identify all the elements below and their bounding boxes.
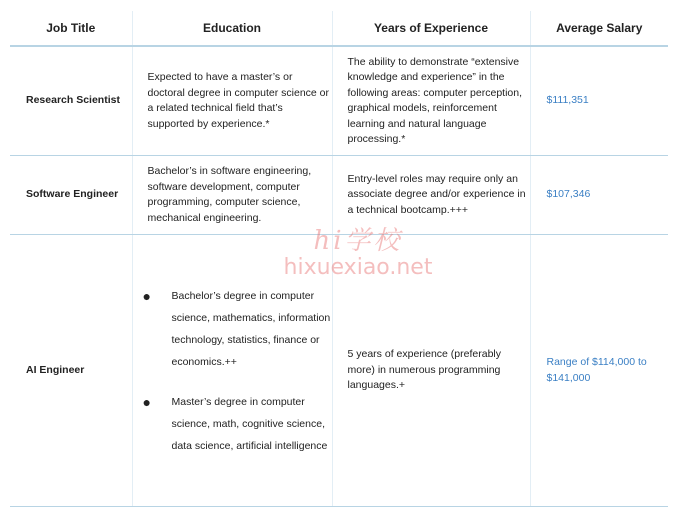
job-title-cell: Research Scientist — [10, 46, 132, 156]
table-row — [10, 46, 668, 156]
experience-cell: The ability to demonstrate “extensive knowledge and experience” in the following areas: computer perception, graphical models, reinforcement learning and natural language processing.* — [332, 46, 530, 156]
experience-cell: 5 years of experience (preferably more) in numerous programming languages.+ — [332, 235, 530, 507]
education-cell: Bachelor’s in software engineering, software development, computer programming, computer science, mechanical engineering. — [132, 156, 332, 235]
bullet-icon: ● — [142, 287, 151, 304]
job-title-cell: Software Engineer — [10, 156, 132, 235]
header-experience: Years of Experience — [332, 11, 530, 46]
education-item-text: Bachelor’s degree in computer science, mathematics, information technology, statistics, finance or economics.++ — [171, 289, 331, 368]
header-education: Education — [132, 11, 332, 46]
job-title-cell: AI Engineer — [10, 235, 132, 507]
list-item — [142, 391, 332, 457]
education-cell: Expected to have a master’s or doctoral degree in computer science or a related technical field that’s supported by experience.* — [132, 46, 332, 156]
header-job-title: Job Title — [10, 11, 132, 46]
education-item-text: Master’s degree in computer science, math, cognitive science, data science, artificial intelligence — [171, 395, 328, 452]
salary-cell: $107,346 — [530, 156, 668, 235]
bullet-icon: ● — [142, 393, 151, 410]
salary-cell: Range of $114,000 to $141,000 — [530, 235, 668, 507]
header-salary: Average Salary — [530, 11, 668, 46]
salary-cell: $111,351 — [530, 46, 668, 156]
watermark-logo-text: hi学校 — [313, 226, 403, 256]
table-row — [10, 156, 668, 235]
education-list — [142, 285, 332, 457]
education-cell — [132, 235, 332, 507]
job-comparison-table — [10, 11, 668, 507]
list-item — [142, 285, 332, 373]
experience-cell: Entry-level roles may require only an associate degree and/or experience in a technical bootcamp.+++ — [332, 156, 530, 235]
watermark-url: hixuexiao.net — [283, 255, 433, 280]
table-row — [10, 235, 668, 507]
header-row — [10, 11, 668, 46]
